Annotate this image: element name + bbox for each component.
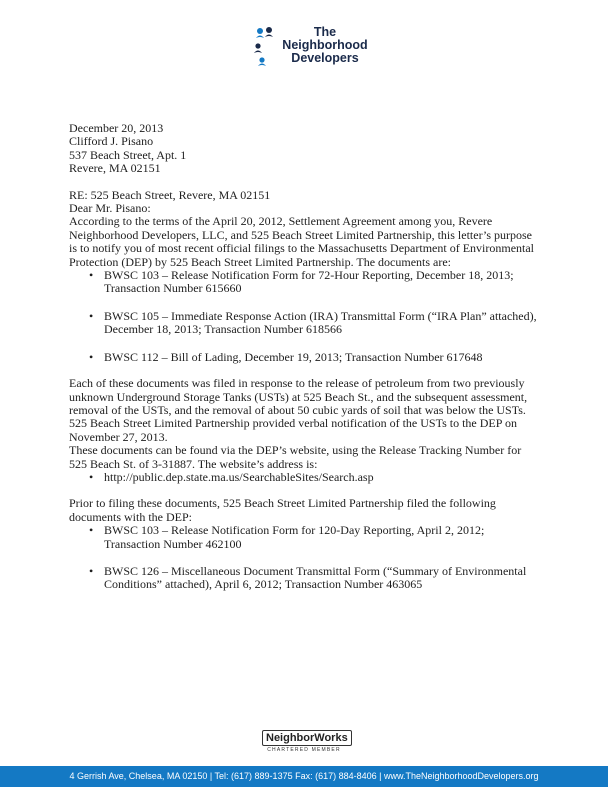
letter-date: December 20, 2013 bbox=[69, 121, 164, 135]
recipient-street: 537 Beach Street, Apt. 1 bbox=[69, 147, 187, 162]
letter-body bbox=[69, 122, 539, 605]
badge-name: NeighborWorks bbox=[262, 730, 352, 746]
list-item: • BWSC 103 – Release Notification Form for 120-Day Reporting, April 2, 2012; Transaction Number 462100 bbox=[89, 523, 485, 551]
logo-line-3: Developers bbox=[291, 51, 359, 65]
paragraph-1: According to the terms of the April 20, 2012, Settlement Agreement among you, Revere Neighborhood Developers, LLC, and 525 Beach Street Limited Partnership, this letter’s purpose is to notify you of most recent official filings to the Massachusetts Department of Environmental Protection (DEP) by 525 Beach Street Limited Partnership. The documents are: bbox=[69, 214, 535, 269]
bullet-icon: • bbox=[89, 523, 94, 538]
bullet-icon: • bbox=[89, 563, 94, 578]
list-item bbox=[69, 471, 539, 484]
website-list bbox=[69, 471, 539, 484]
salutation: Dear Mr. Pisano: bbox=[69, 201, 151, 216]
bullet-icon: • bbox=[89, 268, 94, 283]
bullet-icon: • bbox=[89, 308, 94, 323]
logo-line-2: Neighborhood bbox=[282, 38, 368, 52]
recent-filings-list bbox=[69, 269, 539, 364]
bullet-icon: • bbox=[89, 469, 94, 484]
subject-line: RE: 525 Beach Street, Revere, MA 02151 bbox=[69, 187, 271, 202]
list-item: • BWSC 105 – Immediate Response Action (IRA) Transmittal Form (“IRA Plan” attached), December 18, 2013; Transaction Number 618566 bbox=[89, 308, 537, 337]
list-item: • BWSC 103 – Release Notification Form for 72-Hour Reporting, December 18, 2013; Transaction Number 615660 bbox=[89, 268, 514, 296]
paragraph-3: These documents can be found via the DEP’s website, using the Release Tracking Number for 525 Beach St. of 3-31887. The website’s address is: bbox=[69, 443, 522, 471]
recipient-city: Revere, MA 02151 bbox=[69, 161, 161, 176]
footer-bar bbox=[0, 766, 608, 787]
list-item: • BWSC 126 – Miscellaneous Document Transmittal Form (“Summary of Environmental Conditions” attached), April 6, 2012; Transaction Number 463065 bbox=[89, 563, 527, 592]
logo-line-1: The bbox=[313, 25, 337, 39]
paragraph-2: Each of these documents was filed in response to the release of petroleum from two previously unknown Underground Storage Tanks (USTs) at 525 Beach St., and the subsequent assessment, removal of the USTs, and the removal of about 50 cubic yards of soil that was below the USTs. 525 Beach Street Limited Partnership provided verbal notification of the USTs to the DEP on November 27, 2013. bbox=[69, 376, 528, 444]
paragraph-4: Prior to filing these documents, 525 Beach Street Limited Partnership filed the following documents with the DEP: bbox=[69, 496, 496, 524]
organization-logo bbox=[254, 26, 374, 70]
recipient-name: Clifford J. Pisano bbox=[69, 134, 154, 149]
website-url: http://public.dep.state.ma.us/SearchableSites/Search.asp bbox=[104, 469, 374, 484]
bullet-icon: • bbox=[89, 349, 94, 364]
prior-filings-list bbox=[69, 524, 539, 592]
footer-contact: 4 Gerrish Ave, Chelsea, MA 02150 | Tel: (617) 889-1375 Fax: (617) 884-8406 | www.TheNeighborhoodDevelopers.org bbox=[69, 771, 539, 781]
list-item: • BWSC 112 – Bill of Lading, December 19, 2013; Transaction Number 617648 bbox=[89, 349, 483, 364]
neighborworks-badge bbox=[262, 728, 346, 754]
badge-subtitle: CHARTERED MEMBER bbox=[267, 747, 341, 753]
recipient-address bbox=[69, 135, 539, 175]
